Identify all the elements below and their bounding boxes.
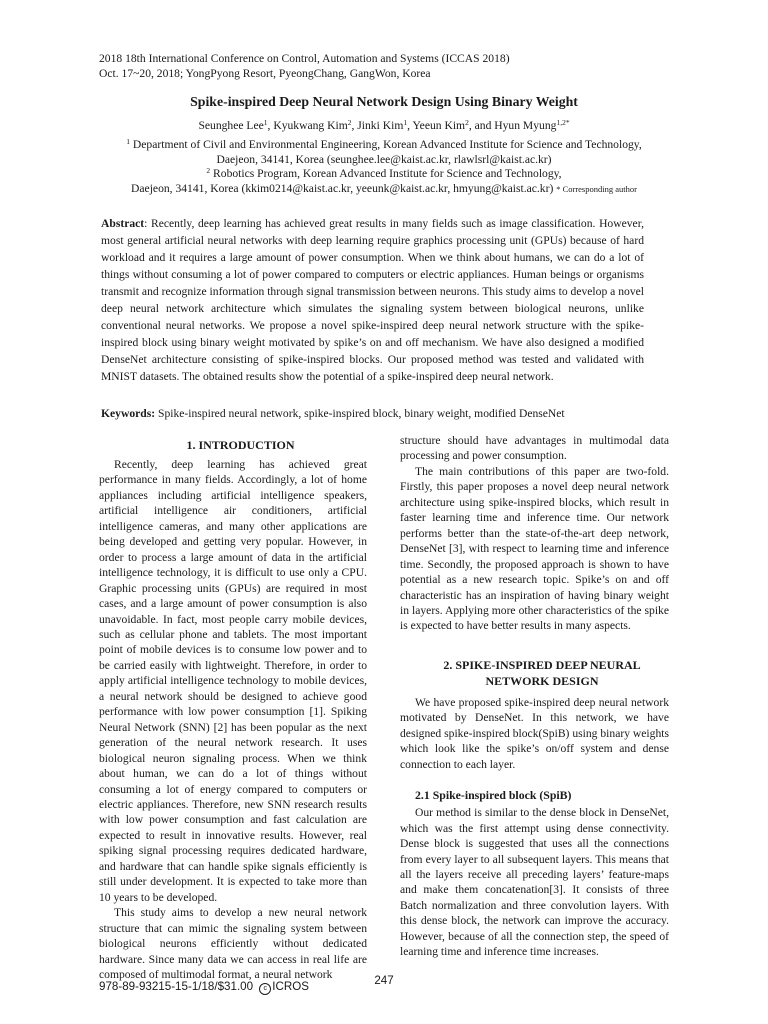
author-affiliation-marker: 2 <box>465 118 469 127</box>
footer-publisher: ICROS <box>272 980 310 993</box>
keywords-text: Spike-inspired neural network, spike-inspired block, binary weight, modified DenseNet <box>155 407 565 420</box>
author-separator: , <box>407 119 413 132</box>
page-number: 247 <box>374 974 394 987</box>
author-list <box>0 118 768 133</box>
author-affiliation-marker: 1 <box>263 118 268 127</box>
keywords <box>101 406 644 422</box>
introduction-paragraph-2-continued: structure should have advantages in multimodal data processing and power consumption. <box>400 434 669 463</box>
introduction-paragraph-1: Recently, deep learning has achieved great performance in many fields. Accordingly, a lot of home appliances including artificial intelligence speakers, artificial intelligence air conditioners, artificial intelligence cameras, and many other applications are being developed and getting very popular. However, in order to process a large amount of data in the artificial intelligence technology, it is difficult to use only a CPU. Graphic processing units (GPUs) are required in most cases, and a large amount of power consumption is also unavoidable. In fact, most people carry mobile devices, such as cellular phone and tablets. The most important point of mobile devices is to consume low power and to be carried easily with lightweight. Therefore, in order to apply artificial intelligence technology to mobile devices, a neural network should be designed to achieve good performance with low power consumption [1]. Spiking Neural Network (SNN) [2] has been popular as the next generation of the neural network research. It uses biological neuron signaling process. When we think about human, we can do a lot of things without consuming a lot of energy compared to computers or electric appliances. Therefore, new SNN research results with low power consumption and fast calculation are expected to result in innovative results. However, real spiking signal processing requires dedicated hardware, and hardware that can handle spike signals efficiently is still under development. It is expected to take more than 10 years to be developed. <box>99 458 367 904</box>
conference-name: 2018 18th International Conference on Control, Automation and Systems (ICCAS 2018) <box>99 52 510 65</box>
section-2-paragraph-1: We have proposed spike-inspired deep neural network motivated by DenseNet. In this network, we have designed spike-inspired block(SpiB) using binary weights which look like the spike’s on/off system and dense connection to each layer. <box>400 695 669 771</box>
affiliation-2-line-2 <box>0 181 768 197</box>
affiliation-2-marker: 2 <box>206 166 211 175</box>
subsection-2-1-paragraph-1: Our method is similar to the dense block in DenseNet, which was the first attempt using dense connectivity. Dense block is suggested that uses all the connections from every layer to all subsequent layers. This means that all the layers receive all preceding layers’ feature-maps and make them concatenation[3]. It consists of three Batch normalization and three convolution layers. With this dense block, the network can improve the accuracy. However, because of all the connection step, the speed of learning time and inference time increases. <box>400 806 669 959</box>
affiliation-1-marker: 1 <box>126 137 130 146</box>
author-name: Jinki Kim <box>357 119 404 132</box>
abstract <box>101 216 644 386</box>
author-separator: , <box>351 119 358 132</box>
left-column <box>99 437 367 982</box>
author-name: Yeeun Kim <box>412 119 466 132</box>
introduction-heading: 1. INTRODUCTION <box>186 438 295 452</box>
author-name: Kyukwang Kim <box>273 119 348 132</box>
footer-isbn-price: 978-89-93215-15-1/18/$31.00 <box>99 980 257 993</box>
introduction-paragraph-2: This study aims to develop a new neural network structure that can mimic the signaling system between biological neurons efficiently without dedicated hardware. Since many data we can access in real life are composed of multimodal format, a neural network <box>99 906 367 981</box>
section-2-heading-line-2: NETWORK DESIGN <box>485 673 599 688</box>
author-affiliation-marker: 2 <box>347 118 352 127</box>
author-separator: , <box>267 119 274 132</box>
author-name: Seunghee Lee <box>198 119 264 132</box>
author-name: Hyun Myung <box>494 119 557 132</box>
keywords-label: Keywords: <box>101 407 156 420</box>
affiliation-2-address: Daejeon, 34141, Korea (kkim0214@kaist.ac.kr, yeeunk@kaist.ac.kr, hmyung@kaist.ac.kr) <box>131 182 557 195</box>
author-separator: , and <box>468 119 495 132</box>
affiliation-1-line-1 <box>0 137 768 152</box>
affiliation-1-line-2: Daejeon, 34141, Korea (seunghee.lee@kaist.ac.kr, rlawlsrl@kaist.ac.kr) <box>216 153 552 166</box>
author-affiliation-marker: 1 <box>403 118 408 127</box>
abstract-text: : Recently, deep learning has achieved great results in many fields such as image classification. However, most general artificial neural networks with deep learning require graphics processing unit (GPUs) because of hard workload and it requires a large amount of power consumption. When we think about humans, we can do a lot of things without consuming a lot of power compared to computers or electric appliances. Human beings or organisms transmit and recognize information through signal transmission between neurons. This study aims to develop a novel deep neural network architecture which simulates the signaling system between biological neurons, unlike conventional neural networks. We propose a novel spike-inspired deep neural network structure with the spike-inspired block using binary weight motivated by spike’s on and off mechanism. We have also designed a modified DenseNet architecture consisting of spike-inspired blocks. Our proposed method was tested and validated with MNIST datasets. The obtained results show the potential of a spike-inspired deep neural network. <box>101 217 644 383</box>
subsection-2-1-heading: 2.1 Spike-inspired block (SpiB) <box>415 788 572 803</box>
section-2-heading-line-1: 2. SPIKE-INSPIRED DEEP NEURAL <box>443 657 641 672</box>
corresponding-author-note: * Corresponding author <box>556 184 637 194</box>
right-column <box>400 433 669 960</box>
conference-date-venue: Oct. 17~20, 2018; YongPyong Resort, PyeongChang, GangWon, Korea <box>99 67 431 80</box>
abstract-label: Abstract <box>101 217 145 230</box>
copyright-icon: c <box>259 983 271 995</box>
introduction-paragraph-3: The main contributions of this paper are two-fold. Firstly, this paper proposes a novel deep neural network architecture using spike-inspired blocks, which result in faster learning time and inference time. Our network performs better than the state-of-the-art deep network, DenseNet [3], with respect to learning time and inference time. Secondly, the proposed approach is shown to have potential as a new research topic. Spike’s on and off characteristic has an inspiration of having binary weight in layers. Applying more other characteristics of the spike is expected to have better results in many aspects. <box>400 464 669 633</box>
affiliation-2-text: Robotics Program, Korean Advanced Institute for Science and Technology, <box>210 167 562 180</box>
author-affiliation-marker: 1,2* <box>556 118 570 127</box>
affiliation-1-text: Department of Civil and Environmental Engineering, Korean Advanced Institute for Science and Technology, <box>130 138 642 151</box>
affiliation-2-line-1 <box>0 166 768 181</box>
paper-title: Spike-inspired Deep Neural Network Design Using Binary Weight <box>190 94 578 109</box>
